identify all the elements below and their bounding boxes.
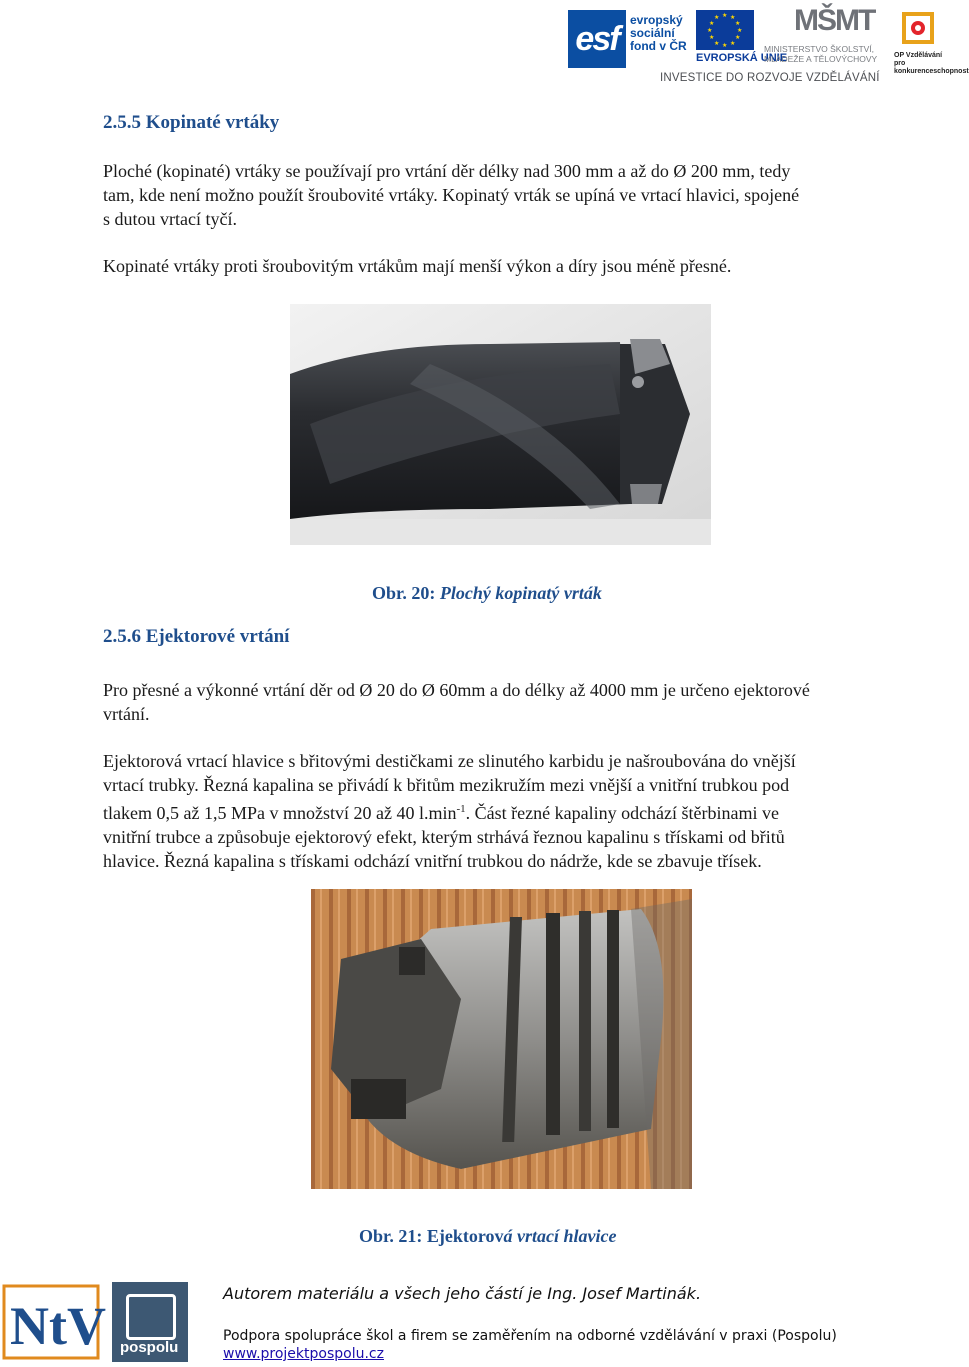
spade-drill-photo <box>290 304 711 545</box>
pospolu-logo: pospolu <box>112 1282 188 1362</box>
paragraph-kopinate-intro: Ploché (kopinaté) vrtáky se používají pro vrtání děr délky nad 300 mm a až do Ø 200 mm, tedy tam, kde není možno použít šroubovité vrtáky. Kopinatý vrták se upíná ve vrtací hlavici, spojené s dutou vrtací tyčí. <box>103 161 800 229</box>
msmt-logo: MŠMT MINISTERSTVO ŠKOLSTVÍ, MLÁDEŽE A TĚLOVÝCHOVY <box>764 4 874 64</box>
op-logo-icon <box>898 8 938 48</box>
esf-caption: evropský sociální fond v ČR <box>630 13 687 53</box>
ejector-head-photo <box>311 889 692 1189</box>
figure-caption-20: Obr. 20: Plochý kopinatý vrták <box>372 583 602 603</box>
ntv-logo-icon <box>2 1282 106 1362</box>
figure-caption-21: Obr. 21: Ejektorová vrtací hlavice <box>359 1226 617 1246</box>
section-heading-ejektorove: 2.5.6 Ejektorové vrtání <box>103 626 290 647</box>
paragraph-ejektorove-description: Ejektorová vrtací hlavice s břitovými destičkami ze slinutého karbidu je našroubována do vnější vrtací trubky. Řezná kapalina se přivádí k břitům mezikružím mezi vnější a vnitřní trubkou pod tlakem 0,5 až 1,5 MPa v množství 20 až 40 $l.\min^{-1}$. Část řezné kapaliny odchází štěrbinami ve vnitřní trubce a způsobuje ejektorový efekt, kterým strhává řeznou kapalinu s třískami od břitů hlavice. Řezná kapalina s třískami odchází vnitřní trubkou do nádrže, kde se zbavuje třísek. <box>103 751 796 871</box>
footer-author: Autorem materiálu a všech jeho částí je Ing. Josef Martinák. <box>223 1284 702 1303</box>
paragraph-ejektorove-intro: Pro přesné a výkonné vrtání děr od Ø 20 do Ø 60mm a do délky až 4000 mm je určeno ejektorové vrtání. <box>103 680 810 724</box>
investment-slogan: INVESTICE DO ROZVOJE VZDĚLÁVÁNÍ <box>660 72 880 84</box>
paragraph-kopinate-comparison: Kopinaté vrtáky proti šroubovitým vrtákům mají menší výkon a díry jsou méně přesné. <box>103 256 732 276</box>
eu-caption: EVROPSKÁ UNIE <box>696 52 788 64</box>
section-heading-kopinate: 2.5.5 Kopinaté vrtáky <box>103 112 280 133</box>
footer-project-link[interactable]: www.projektpospolu.cz <box>223 1346 384 1362</box>
footer-support-text: Podpora spolupráce škol a firem se zaměřením na odborné vzdělávání v praxi (Pospolu) <box>223 1328 837 1344</box>
header-logo-band <box>568 4 969 90</box>
msmt-caption: MINISTERSTVO ŠKOLSTVÍ, MLÁDEŽE A TĚLOVÝCHOVY <box>764 44 878 64</box>
op-caption: OP Vzdělávání pro konkurenceschopnost <box>894 52 969 75</box>
svg-text:NtV: NtV <box>10 1296 106 1356</box>
esf-logo: esf <box>568 10 626 68</box>
eu-flag-icon: ★ ★ ★ ★ ★ ★ ★ ★ ★ ★ ★ ★ <box>696 10 754 50</box>
